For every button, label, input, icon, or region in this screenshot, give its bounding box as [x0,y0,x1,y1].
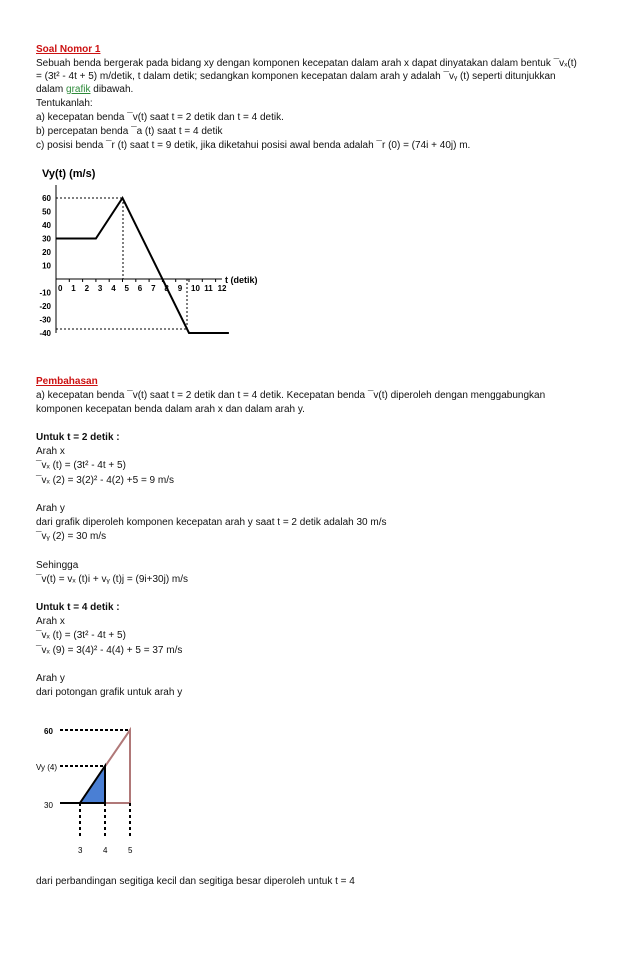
y-tick-label: -40 [39,329,51,338]
y-tick-label: 60 [42,194,51,203]
x-tick-label: 11 [204,284,213,293]
t2-vy-value: ¯vᵧ (2) = 30 m/s [36,531,107,542]
sehingga-label: Sehingga [36,560,79,571]
small-triangle [80,766,105,803]
y-tick-label: -30 [39,315,51,325]
grafik-link[interactable]: grafik [66,84,91,95]
t4-vx-formula: ¯vₓ (t) = (3t² - 4t + 5) [36,630,126,641]
t2-heading: Untuk t = 2 detik : [36,432,120,443]
triangle-cutout-graph [32,720,142,860]
t2-dari-grafik: dari grafik diperoleh komponen kecepatan arah y saat t = 2 detik adalah 30 m/s [36,517,387,528]
y-tick-label: 20 [42,248,51,257]
y-tick-labels [39,194,51,338]
question-heading: Soal Nomor 1 [36,44,101,55]
t4-vx-value: ¯vₓ (9) = 3(4)² - 4(4) + 5 = 37 m/s [36,645,183,656]
t4-arah-y: Arah y [36,673,65,684]
x-tick-label: 6 [137,284,143,293]
x-tick-label: 10 [191,284,200,293]
vy-series-line [56,198,229,333]
x-tick-label: 1 [71,284,76,293]
pembahasan-a-line-1: a) kecepatan benda ¯v(t) saat t = 2 detik dan t = 4 detik. Kecepatan benda ¯v(t) diperoleh dengan menggabungkan [36,390,546,401]
question-text-line-2: = (3t² - 4t + 5) m/detik, t dalam detik; sedangkan komponen kecepatan dalam arah y adalah ¯vᵧ (t) seperti ditunjukkan [36,71,556,82]
tentukanlah-label: Tentukanlah: [36,98,93,109]
x-tick-label: 12 [217,284,227,293]
x-tick-label: 7 [151,284,156,293]
question-part-c: c) posisi benda ¯r (t) saat t = 9 detik, jika diketahui posisi awal benda adalah ¯r (0) = (74i + 40j) m. [36,140,471,151]
y-tick-label: 40 [42,221,51,230]
t4-dari-potongan: dari potongan grafik untuk arah y [36,687,183,698]
g2-label-vy4: Vy (4) [36,763,58,772]
t2-arah-y: Arah y [36,503,65,514]
g2-tick-3: 3 [78,846,83,855]
t2-arah-x: Arah x [36,446,65,457]
t4-arah-x: Arah x [36,616,65,627]
question-text-pre-link: dalam [36,84,64,95]
x-axis-label: t (detik) [225,275,258,285]
x-tick-label: 8 [164,284,169,293]
x-tick-label: 9 [177,284,183,293]
pembahasan-a-line-2: komponen kecepatan benda dalam arah x dan dalam arah y. [36,404,305,415]
g2-tick-5: 5 [128,846,133,855]
question-text-line-1: Sebuah benda bergerak pada bidang xy dengan komponen kecepatan dalam arah x dapat dinyatakan dalam bentuk ¯vₓ(t) [36,58,577,69]
y-tick-label: -20 [39,302,51,311]
x-tick-label: 3 [97,284,103,293]
g2-label-60: 60 [44,727,53,736]
graph-y-title: Vy(t) (m/s) [42,168,96,180]
y-tick-label: 30 [42,234,51,244]
g2-tick-4: 4 [103,846,108,855]
question-part-b: b) percepatan benda ¯a (t) saat t = 4 detik [36,126,223,137]
g2-label-30: 30 [44,801,53,810]
y-tick-label: 50 [42,207,51,217]
question-text-post-link: dibawah. [93,84,134,95]
x-tick-label: 5 [124,284,129,293]
x-tick-label: 4 [111,284,116,293]
t4-heading: Untuk t = 4 detik : [36,602,120,613]
x-tick-label: 0 [58,284,63,293]
pembahasan-heading: Pembahasan [36,376,98,387]
x-tick-label: 2 [84,284,90,293]
t2-velocity-result: ¯v(t) = vₓ (t)i + vᵧ (t)j = (9i+30j) m/s [36,574,189,585]
t2-vx-value: ¯vₓ (2) = 3(2)² - 4(2) +5 = 9 m/s [36,475,175,486]
t2-vx-formula: ¯vₓ (t) = (3t² - 4t + 5) [36,460,126,471]
y-tick-label: 10 [42,261,51,271]
footer-perbandingan: dari perbandingan segitiga kecil dan segitiga besar diperoleh untuk t = 4 [36,876,355,887]
question-text-line-3 [36,84,133,96]
x-tick-labels [56,279,227,293]
vy-velocity-graph [30,163,270,363]
y-tick-label: -10 [39,288,51,298]
question-part-a: a) kecepatan benda ¯v(t) saat t = 2 detik dan t = 4 detik. [36,112,284,123]
